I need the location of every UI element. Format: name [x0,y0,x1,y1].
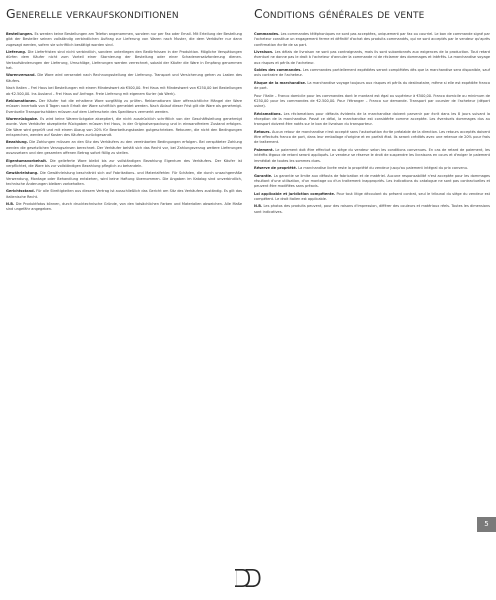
terms-section [6,139,242,155]
section-text: La marchandise voyage toujours aux risques et périls du destinataire, même si elle est expédiée franco de port. [254,79,490,91]
section-heading: Loi applicable et juridiction compétente. [254,190,336,196]
section-text: Les délais de livraison ne sont pas contraignants, mais ils sont subordonnés aux exigences de la production. Tout retard éventuel ne donne pas le droit à l'acheteur d'annuler la commande ni de réclamer des dommages et intérêts. La marchandise voyage aux risques et périls de l'acheteur. [254,49,491,65]
terms-section [254,93,490,109]
french-terms-title: Conditions générales de vente [254,6,425,21]
terms-section [254,111,490,127]
section-heading: Gewährleistung. [6,170,39,176]
terms-section [254,49,490,65]
terms-section [254,147,490,163]
terms-section [6,170,242,186]
terms-section [6,49,242,70]
section-heading: Paiement. [254,146,274,152]
section-heading: Warenversand. [6,72,36,78]
terms-section [6,31,242,47]
dd-logo-icon [233,567,263,589]
terms-section [254,203,490,214]
section-heading: Soldes des commandes. [254,67,302,73]
terms-section [254,165,490,170]
section-text: Pour tout litige découlant du présent contrat, seul le tribunal du siège du vendeur est compétent. Le droit italien est applicable. [254,190,490,201]
terms-section [6,72,242,83]
section-text: Les commandes téléphoniques ne sont pas acceptées, uniquement par fax ou courriel. Le bon de commande signé par l'acheteur constitue un engagement ferme et définitif d'achat des produits commandés, qui ne sont acceptés par le vendeur qu'après confirmation écrite de sa part. [254,31,490,47]
french-terms-column [254,6,490,216]
terms-section [6,201,242,212]
section-heading: Gerichtsstand. [6,188,35,194]
section-heading: Bestellungen. [6,31,34,36]
section-text: Der Käufer hat die erhaltene Ware sorgfältig zu prüfen. Reklamationen über offensichtliche Mängel der Ware müssen innerhalb von 8 Tagen nach Erhalt der Ware schriftlich gemeldet werden. Nach Ablauf dieser Frist gilt die Ware als genehmigt. Eventuelle Transportschäden müssen auf dem Lieferschein des Spediteurs vermerkt werden. [6,98,242,114]
german-terms-column [6,6,242,214]
german-terms-body [6,31,242,212]
german-terms-title: Generelle verkaufskonditionen [6,6,179,21]
section-heading: Retours. [254,128,271,134]
terms-section [6,158,242,169]
section-text: Es werden keine Bestellungen am Telefon angenommen, sondern nur per Fax oder Email. Mit Erteilung der Bestellung gibt der Besteller seinen vollständig verbindlichen Auftrag zur Lieferung von Waren nach Muster, die dem Verkäufer nur dann zugesagt werden, sofern sie schriftlich bestätigt worden sind. [6,31,242,47]
terms-section [6,188,242,199]
section-heading: Reklamationen. [6,98,37,104]
terms-section [6,85,242,96]
terms-section [6,116,242,137]
section-heading: Warenrückgabe. [6,116,39,122]
section-text: Die Produktfotos können, durch drucktechnische Gründe, von den tatsächlichen Farben und Materialien abweichen. Alle Maße sind ungefähr angegeben. [6,201,242,212]
page-number: 5 [484,520,489,528]
section-text: Les réclamations pour défauts évidents de la marchandise doivent parvenir par écrit dans les 8 jours suivant la réception de la marchandise. Passé ce délai, la marchandise est considérée comme acceptée. Les éventuels dommages dus au transport doivent être notés sur le bon de livraison du transporteur. [254,110,490,127]
section-text: La garantie se limite aux défauts de fabrication et de matériel. Aucune responsabilité n'est acceptée pour les dommages résultant d'une utilisation, d'un montage ou d'un traitement inappropriés. Les indications du catalogue ne sont pas contractuelles et peuvent être modifiées sans préavis. [254,172,490,189]
section-heading: Livraison. [254,49,274,55]
section-text: Les commandes partiellement expédiées seront complétées dès que la marchandise sera disponible, sauf avis contraire de l'acheteur. [254,67,490,78]
terms-section [254,129,490,145]
terms-section [254,31,490,47]
terms-section [6,98,242,114]
section-text: Es wird keine Warenrückgabe akzeptiert, die nicht ausdrücklich schriftlich von der Geschäftsleitung genehmigt wurde. Vom Verkäufer akzeptierte Rückgaben müssen frei Haus, in der Originalverpackung und in einwandfreiem Zustand erfolgen. Die Ware wird geprüft und mit einem Abzug von 20% für Bearbeitungskosten gutgeschrieben. Retouren, die nicht den Bedingungen entsprechen, werden auf Kosten des Käufers zurückgesandt. [6,116,242,137]
terms-section [254,67,490,78]
terms-section [254,191,490,202]
page-number-tab [477,517,496,532]
section-heading: Commandes. [254,31,280,36]
section-text: La marchandise livrée reste la propriété du vendeur jusqu'au paiement intégral du prix convenu. [298,165,469,171]
brand-logo [233,567,263,589]
section-text: Die Gewährleistung beschränkt sich auf Fabrikations- und Materialfehler. Für Schäden, die durch unsachgemäße Verwendung, Montage oder Behandlung entstehen, wird keine Haftung übernommen. Die Angaben im Katalog sind unverbindlich, technische Änderungen bleiben vorbehalten. [6,170,242,186]
section-text: Für alle Streitigkeiten aus diesem Vertrag ist ausschließlich das Gericht am Sitz des Verkäufers zuständig. Es gilt das italienische Recht. [6,188,242,199]
section-heading: Lieferung. [6,49,27,55]
section-text: Les photos des produits peuvent, pour des raisons d'impression, différer des couleurs et matériaux réels. Toutes les dimensions sont indicatives. [254,203,490,214]
section-text: Aucun retour de marchandise n'est accepté sans l'autorisation écrite préalable de la direction. Les retours acceptés doivent être effectués franco de port, dans leur emballage d'origine et en parfait état. Ils seront crédités avec une retenue de 20% pour frais de traitement. [254,128,490,145]
section-text: Die Ware wird versendet nach Rechnungsstellung der Lieferung. Transport und Versicherung gehen zu Lasten des Käufers. [6,72,242,83]
section-heading: Réclamations. [254,110,282,116]
french-terms-body [254,31,490,214]
terms-section [254,173,490,189]
section-text: Die gelieferte Ware bleibt bis zur vollständigen Bezahlung Eigentum des Verkäufers. Der Käufer ist verpflichtet, die Ware bis zur vollständigen Bezahlung pfleglich zu behandeln. [6,157,242,168]
section-text: Pour l'Italie – Franco domicile pour les commandes dont le montant est égal ou supérieur à €500,00. Franco domicile ou minimum de €250,00 pour les commandes de €2.500,00. Pour l'étranger – Franco sur demande. Transport par coursier de l'acheteur (départ usine). [254,92,490,109]
section-heading: Bezahlung. [6,139,28,145]
section-heading: Réserve de propriété. [254,165,298,171]
section-heading: Eigentumsvorbehalt. [6,157,48,163]
terms-section [254,80,490,91]
section-text: Nach Italien – Frei Haus bei Bestellungen mit einem Mindestwert ab €500,00. Frei Haus mit Mindestwert von €250,00 bei Bestellungen ab €2.500,00. Ins Ausland – Frei Haus auf Anfrage. Freie Lieferung mit eigenem Kurier (ab Werk). [6,85,242,96]
section-heading: N.B. [6,201,15,207]
section-text: Le paiement doit être effectué au siège du vendeur selon les conditions convenues. En cas de retard de paiement, les intérêts légaux de retard seront appliqués. Le vendeur se réserve le droit de suspendre les livraisons en cours et d'exiger le paiement immédiat de toutes les sommes dues. [254,146,490,163]
section-heading: Risque de la marchandise. [254,79,307,85]
section-text: Die Zahlungen müssen an den Sitz des Verkäufers zu den vereinbarten Bedingungen erfolgen. Bei verspäteter Zahlung werden die gesetzlichen Verzugszinsen berechnet. Der Verkäufer behält sich das Recht vor, bei Zahlungsverzug weitere Lieferungen auszusetzen und den gesamten offenen Betrag sofort fällig zu stellen. [6,139,242,156]
section-heading: N.B. [254,203,263,209]
section-text: Die Lieferfristen sind nicht verbindlich, sondern unterliegen den Bedürfnissen in der Produktion. Mögliche Verspätungen dürfen dem Käufer nicht zum Vorteil einer Stornierung der Bestellung oder einer Schadenersatzforderung dienen. Verkaufsänderungen der Lieferung, Umschläge, Lieferungen werden verrechnet, sobald der Käufer die Ware in Empfang genommen hat. [6,49,242,70]
section-heading: Garantie. [254,172,273,178]
